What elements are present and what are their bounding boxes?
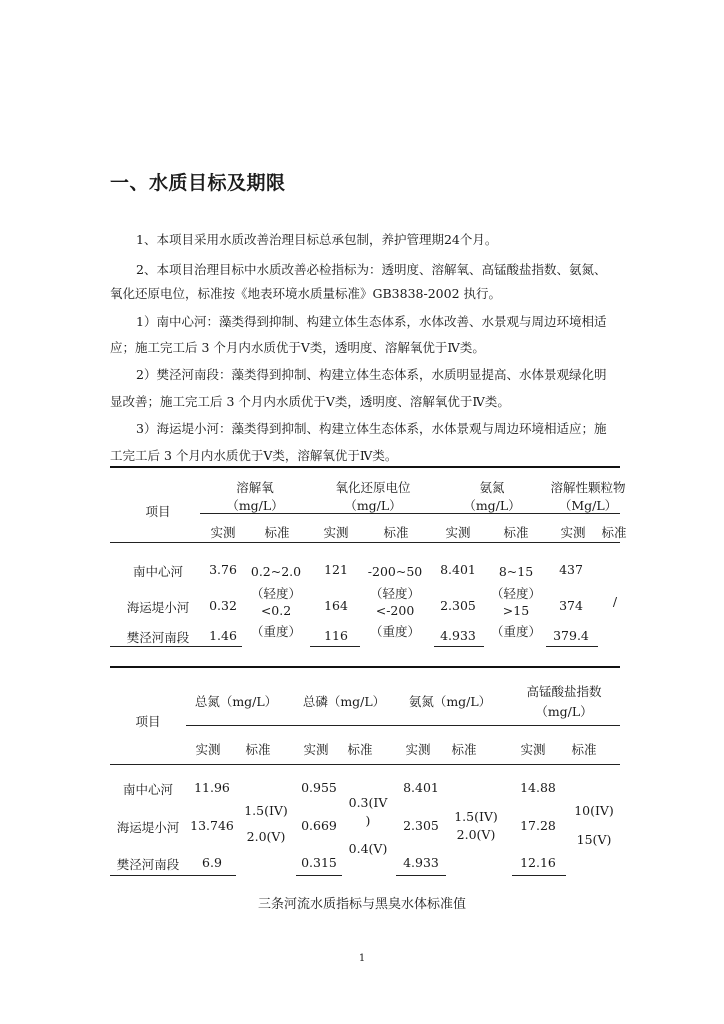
table1-std-nh: （重度） — [490, 624, 541, 639]
table1-top-rule — [110, 466, 620, 468]
page-number: 1 — [358, 953, 366, 964]
table2-std-tn: 2.0(V) — [246, 829, 286, 844]
table2-group-cod-unit: （mg/L） — [535, 704, 593, 719]
table2-bottom-rule — [296, 875, 342, 876]
table1-measured-do: 实测 — [210, 525, 236, 540]
table1-std-orp: （轻度） — [369, 586, 420, 601]
paragraph-4-line-1: 2）樊泾河南段：藻类得到抑制、构建立体生态体系，水质明显提高、水体景观绿化明 — [136, 367, 607, 382]
table1-standard-orp: 标准 — [383, 525, 409, 540]
table2-std-nh: 1.5(IV) — [454, 809, 498, 824]
table2-standard-tp: 标准 — [347, 742, 373, 757]
table1-std-orp: -200~50 — [367, 564, 423, 579]
table1-group-orp-unit: （mg/L） — [344, 498, 402, 513]
table1-group-orp: 氧化还原电位 — [335, 480, 411, 495]
table-caption: 三条河流水质指标与黑臭水体标准值 — [257, 897, 466, 912]
table1-cell-orp: 121 — [324, 562, 348, 577]
table2-std-cod: 10(IV) — [574, 803, 614, 818]
table2-measured-tn: 实测 — [195, 742, 221, 757]
table2-cell-tn: 13.746 — [190, 818, 234, 833]
table2-group-rule — [186, 725, 620, 726]
paragraph-3-line-2: 应；施工完工后 3 个月内水质优于Ⅴ类，透明度、溶解氧优于Ⅳ类。 — [110, 340, 485, 355]
table1-cell-do: 1.46 — [209, 628, 237, 643]
table2-cell-nh: 4.933 — [403, 855, 439, 870]
table1-cell-nh: 8.401 — [440, 562, 476, 577]
paragraph-1: 1、本项目采用水质改善治理目标总承包制，养护管理期24个月。 — [136, 232, 498, 247]
table1-row-name: 海运堤小河 — [126, 600, 190, 615]
table2-std-tp: ) — [365, 813, 371, 828]
table2-std-tp: 0.3(IV — [348, 795, 388, 810]
table1-item-header: 项目 — [145, 504, 171, 519]
table2-standard-nh: 标准 — [451, 742, 477, 757]
table2-cell-tn: 6.9 — [202, 855, 222, 870]
table1-group-nh: 氨氮 — [479, 480, 505, 495]
table1-std-nh: 8~15 — [498, 564, 534, 579]
table1-bottom-rule — [434, 646, 484, 647]
table1-standard-sp: 标准 — [601, 525, 627, 540]
table2-item-header: 项目 — [135, 714, 161, 729]
table2-bottom-rule — [396, 875, 446, 876]
table2-group-cod: 高锰酸盐指数 — [526, 684, 602, 699]
table1-row-name: 南中心河 — [132, 564, 183, 579]
table1-group-nh-unit: （mg/L） — [463, 498, 521, 513]
table1-cell-sp: 374 — [559, 598, 583, 613]
table1-cell-do: 0.32 — [209, 598, 237, 613]
table1-std-do: 0.2~2.0 — [250, 564, 302, 579]
table1-group-do-unit: （mg/L） — [226, 498, 284, 513]
table2-row-name: 海运堤小河 — [116, 820, 180, 835]
table2-cell-cod: 14.88 — [520, 780, 556, 795]
table2-measured-cod: 实测 — [520, 742, 546, 757]
table2-measured-tp: 实测 — [303, 742, 329, 757]
table1-std-sp: / — [612, 594, 618, 609]
table2-cell-cod: 17.28 — [520, 818, 556, 833]
table1-group-sp: 溶解性颗粒物 — [550, 480, 626, 495]
paragraph-3-line-1: 1）南中心河：藻类得到抑制、构建立体生态体系，水体改善、水景观与周边环境相适 — [136, 314, 607, 329]
table1-standard-nh: 标准 — [503, 525, 529, 540]
table2-row-name: 樊泾河南段 — [116, 857, 180, 872]
table1-measured-sp: 实测 — [560, 525, 586, 540]
table2-row-name: 南中心河 — [122, 782, 173, 797]
table2-std-tp: 0.4(V) — [348, 841, 388, 856]
table1-std-do: （轻度） — [250, 586, 301, 601]
table2-cell-tn: 11.96 — [194, 780, 230, 795]
table2-cell-tp: 0.669 — [301, 818, 337, 833]
table2-group-tn: 总氮（mg/L） — [194, 694, 278, 709]
table1-std-do: <0.2 — [260, 603, 292, 618]
table1-cell-sp: 437 — [559, 562, 583, 577]
table2-standard-cod: 标准 — [571, 742, 597, 757]
table1-std-nh: >15 — [502, 603, 530, 618]
table1-std-do: （重度） — [250, 624, 301, 639]
table1-measured-nh: 实测 — [445, 525, 471, 540]
table2-std-tn: 1.5(IV) — [244, 803, 288, 818]
paragraph-2-line-2: 氧化还原电位，标准按《地表环境水质量标准》GB3838-2002 执行。 — [110, 286, 501, 301]
table1-bottom-rule — [546, 646, 598, 647]
table1-cell-orp: 116 — [324, 628, 348, 643]
table2-std-nh: 2.0(V) — [456, 827, 496, 842]
table1-group-sp-unit: （Mg/L） — [558, 498, 618, 513]
table2-bottom-rule — [512, 875, 566, 876]
table1-group-rule — [200, 513, 620, 514]
table2-measured-nh: 实测 — [405, 742, 431, 757]
table1-measured-orp: 实测 — [323, 525, 349, 540]
table1-std-orp: <-200 — [375, 603, 415, 618]
table1-bottom-rule — [310, 646, 360, 647]
table2-header-rule — [110, 764, 620, 765]
table2-top-rule — [110, 666, 620, 668]
table1-header-rule — [110, 542, 620, 543]
table2-cell-nh: 2.305 — [403, 818, 439, 833]
table1-cell-nh: 2.305 — [440, 598, 476, 613]
paragraph-5-line-2: 工完工后 3 个月内水质优于Ⅴ类，溶解氧优于Ⅳ类。 — [110, 448, 398, 463]
table2-cell-cod: 12.16 — [520, 855, 556, 870]
table1-cell-nh: 4.933 — [440, 628, 476, 643]
table1-cell-orp: 164 — [324, 598, 348, 613]
table1-std-orp: （重度） — [369, 624, 420, 639]
section-heading: 一、水质目标及期限 — [110, 172, 286, 194]
table1-row-name: 樊泾河南段 — [126, 630, 190, 645]
table1-bottom-rule — [110, 646, 242, 647]
paragraph-5-line-1: 3）海运堤小河：藻类得到抑制、构建立体生态体系，水体景观与周边环境相适应；施 — [136, 421, 607, 436]
table1-group-do: 溶解氧 — [236, 480, 274, 495]
table2-cell-tp: 0.315 — [301, 855, 337, 870]
table1-standard-do: 标准 — [264, 525, 290, 540]
table2-group-nh: 氨氮（mg/L） — [408, 694, 492, 709]
table2-cell-tp: 0.955 — [301, 780, 337, 795]
table2-std-cod: 15(V) — [576, 832, 612, 847]
paragraph-2-line-1: 2、本项目治理目标中水质改善必检指标为：透明度、溶解氧、高锰酸盐指数、氨氮、 — [136, 262, 607, 277]
table1-std-nh: （轻度） — [490, 586, 541, 601]
table2-cell-nh: 8.401 — [403, 780, 439, 795]
table2-bottom-rule — [110, 875, 236, 876]
table1-cell-sp: 379.4 — [553, 628, 589, 643]
table2-group-tp: 总磷（mg/L） — [302, 694, 386, 709]
paragraph-4-line-2: 显改善；施工完工后 3 个月内水质优于Ⅴ类，透明度、溶解氧优于Ⅳ类。 — [110, 394, 510, 409]
table1-cell-do: 3.76 — [209, 562, 237, 577]
table2-standard-tn: 标准 — [245, 742, 271, 757]
